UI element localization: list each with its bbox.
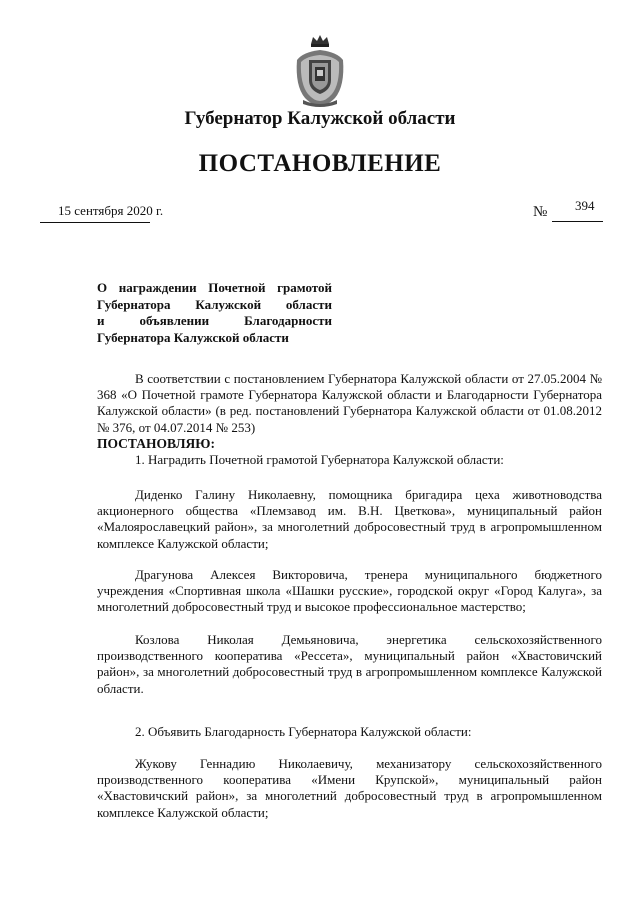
section2-heading-block [97,724,602,740]
document-date: 15 сентября 2020 г. [58,203,164,218]
number-label: № [533,204,548,220]
subject-line: О награждении Почетной грамотой [97,280,332,295]
subject-line: и объявлении Благодарности [97,313,332,328]
subject-line: Губернатора Калужской области [97,296,332,312]
award-item-text: Диденко Галину Николаевну, помощника бригадира цеха животноводства акционерного общества «Племзавод им. В.Н. Цветкова», муниципальный район «Малоярославецкий район», за многолетний добросовестный труд в агропромышленном комплексе Калужской области; [97,487,602,551]
document-type: ПОСТАНОВЛЕНИЕ [198,150,442,177]
award-item-text: Козлова Николая Демьяновича, энергетика сельскохозяйственного производственного кооператива «Рессета», муниципальный район «Хвастовичский район», за многолетний добросовестный труд в агропромышленном комплексе Калужской области. [97,632,602,696]
gratitude-item [97,756,602,821]
document-number: 394 [575,198,595,213]
preamble-paragraph: В соответствии с постановлением Губернатора Калужской области от 27.05.2004 № 368 «О Почетной грамоте Губернатора Калужской области и Благодарности Губернатора Калужской области» (в ред. постановлений Губернатора Калужской области от 01.08.2012 № 376, от 04.07.2014 № 253) [97,371,602,435]
date-underline [40,222,150,223]
award-item [97,567,602,616]
gratitude-item-text: Жукову Геннадию Николаевичу, механизатору сельскохозяйственного производственного кооператива «Имени Крупской», муниципальный район «Хвастовичский район», за многолетний добросовестный труд в агропромышленном комплексе Калужской области; [97,756,602,820]
document-subject [97,280,332,346]
issuing-authority: Губернатор Калужской области [184,108,456,129]
subject-line: Губернатора Калужской области [97,329,289,345]
number-underline [552,221,603,222]
award-item [97,632,602,697]
section1-heading: 1. Наградить Почетной грамотой Губернатора Калужской области: [135,452,504,468]
award-item [97,487,602,552]
preamble-block [97,371,602,468]
award-item-text: Драгунова Алексея Викторовича, тренера муниципального бюджетного учреждения «Спортивная школа «Шашки русские», городской округ «Город Калуга», за многолетний добросовестный труд и высокое профессиональное мастерство; [97,567,602,615]
decree-word: ПОСТАНОВЛЯЮ: [97,435,215,451]
coat-of-arms-icon [293,34,347,108]
section2-heading: 2. Объявить Благодарность Губернатора Калужской области: [135,724,472,739]
